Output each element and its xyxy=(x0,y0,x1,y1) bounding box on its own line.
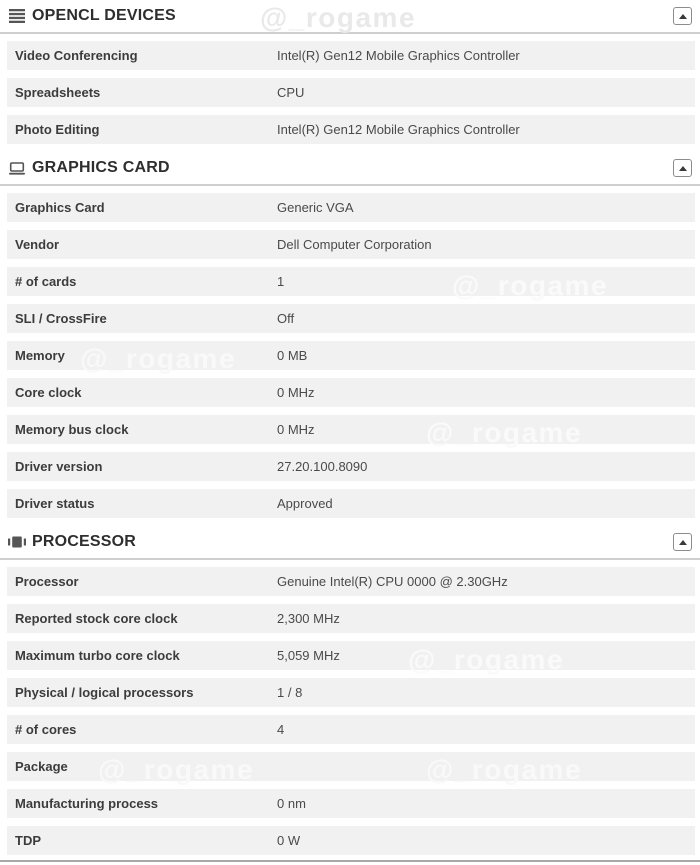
spec-label: SLI / CrossFire xyxy=(15,311,107,326)
collapse-section-button[interactable] xyxy=(673,533,692,551)
watermark-text: @_rogame xyxy=(260,2,417,33)
watermark-text: @_rogame xyxy=(80,343,237,374)
spec-row xyxy=(7,193,695,222)
section-opencl-devices xyxy=(0,0,700,144)
spec-label: Manufacturing process xyxy=(15,796,159,811)
spec-value: CPU xyxy=(277,85,305,100)
chip-icon xyxy=(8,536,26,548)
spec-label: Physical / logical processors xyxy=(15,685,194,700)
spec-label: Video Conferencing xyxy=(15,48,138,63)
spec-value: 0 W xyxy=(277,833,301,848)
watermark-text: @_rogame xyxy=(98,754,255,785)
spec-label: Driver status xyxy=(15,496,95,511)
spec-value: 2,300 MHz xyxy=(277,611,340,626)
spec-row xyxy=(7,378,695,407)
spec-value: Intel(R) Gen12 Mobile Graphics Controller xyxy=(277,122,520,137)
spec-value: 1 xyxy=(277,274,285,289)
display-icon xyxy=(8,162,26,175)
spec-label: Maximum turbo core clock xyxy=(15,648,180,663)
spec-value: Off xyxy=(277,311,295,326)
spec-label: Memory bus clock xyxy=(15,422,129,437)
spec-value: 0 MB xyxy=(277,348,308,363)
section-header xyxy=(0,0,700,34)
section-rows xyxy=(0,186,700,518)
spec-label: Vendor xyxy=(15,237,60,252)
section-header xyxy=(0,526,700,560)
spec-row xyxy=(7,752,695,781)
spec-label: Processor xyxy=(15,574,79,589)
spec-value: 0 MHz xyxy=(277,385,315,400)
spec-value: 1 / 8 xyxy=(277,685,303,700)
collapse-section-button[interactable] xyxy=(673,7,692,25)
spec-row xyxy=(7,415,695,444)
watermark-text: @_rogame xyxy=(408,644,565,675)
section-graphics-card xyxy=(0,152,700,518)
section-title: OPENCL DEVICES xyxy=(32,7,176,24)
spec-value: Generic VGA xyxy=(277,200,354,215)
spec-row xyxy=(7,678,695,707)
watermark-text: @_rogame xyxy=(452,270,609,301)
section-header xyxy=(0,152,700,186)
spec-row xyxy=(7,789,695,818)
bottom-divider xyxy=(0,860,700,862)
spec-row xyxy=(7,230,695,259)
spec-label: TDP xyxy=(15,833,41,848)
spec-value: 0 MHz xyxy=(277,422,315,437)
spec-label: Graphics Card xyxy=(15,200,105,215)
spec-label: Memory xyxy=(15,348,65,363)
spec-label: Spreadsheets xyxy=(15,85,101,100)
spec-row xyxy=(7,341,695,370)
spec-value: Genuine Intel(R) CPU 0000 @ 2.30GHz xyxy=(277,574,508,589)
section-rows xyxy=(0,34,700,144)
spec-row xyxy=(7,641,695,670)
spec-value: Approved xyxy=(277,496,333,511)
spec-row xyxy=(7,115,695,144)
spec-label: Photo Editing xyxy=(15,122,100,137)
spec-row xyxy=(7,567,695,596)
spec-row xyxy=(7,304,695,333)
watermark-text: @_rogame xyxy=(426,417,583,448)
spec-value: 5,059 MHz xyxy=(277,648,340,663)
spec-label: Package xyxy=(15,759,68,774)
spec-row xyxy=(7,604,695,633)
spec-value: 4 xyxy=(277,722,285,737)
list-icon xyxy=(8,9,26,23)
spec-row xyxy=(7,489,695,518)
spec-label: # of cores xyxy=(15,722,77,737)
spec-label: Driver version xyxy=(15,459,103,474)
triangle-up-icon xyxy=(679,540,687,545)
watermark-text: @_rogame xyxy=(426,754,583,785)
triangle-up-icon xyxy=(679,166,687,171)
spec-label: Reported stock core clock xyxy=(15,611,178,626)
spec-value: Intel(R) Gen12 Mobile Graphics Controller xyxy=(277,48,520,63)
spec-row xyxy=(7,826,695,855)
spec-label: Core clock xyxy=(15,385,82,400)
spec-value: 27.20.100.8090 xyxy=(277,459,368,474)
section-title: PROCESSOR xyxy=(32,533,137,550)
spec-row xyxy=(7,452,695,481)
spec-row xyxy=(7,267,695,296)
section-processor xyxy=(0,526,700,855)
collapse-section-button[interactable] xyxy=(673,159,692,177)
spec-row xyxy=(7,78,695,107)
section-rows xyxy=(0,560,700,855)
spec-value: Dell Computer Corporation xyxy=(277,237,432,252)
spec-row xyxy=(7,715,695,744)
section-title: GRAPHICS CARD xyxy=(32,159,170,176)
spec-value: 0 nm xyxy=(277,796,306,811)
spec-label: # of cards xyxy=(15,274,77,289)
spec-row xyxy=(7,41,695,70)
triangle-up-icon xyxy=(679,14,687,19)
